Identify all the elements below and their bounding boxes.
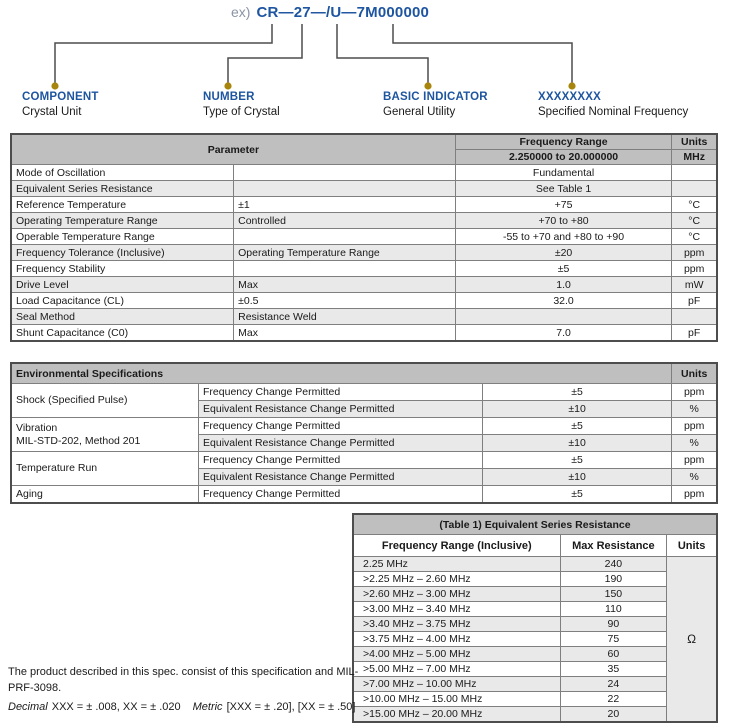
env-unit: % bbox=[672, 401, 717, 418]
esr-resistance: 22 bbox=[560, 692, 667, 707]
param-qualifier bbox=[234, 229, 456, 245]
param-unit bbox=[672, 165, 717, 181]
callout-frequency-sublabel: Specified Nominal Frequency bbox=[538, 106, 689, 118]
esr-range: 2.25 MHz bbox=[353, 557, 560, 572]
footer-note bbox=[8, 664, 360, 715]
table-row bbox=[11, 418, 717, 435]
param-qualifier bbox=[234, 261, 456, 277]
callout-number bbox=[203, 91, 280, 118]
table-row bbox=[11, 245, 717, 261]
part-number-example bbox=[231, 4, 429, 22]
esr-range: >3.40 MHz – 3.75 MHz bbox=[353, 617, 560, 632]
esr-resistance: 24 bbox=[560, 677, 667, 692]
table-row bbox=[11, 213, 717, 229]
esr-range: >5.00 MHz – 7.00 MHz bbox=[353, 662, 560, 677]
table-row bbox=[11, 325, 717, 342]
param-name: Operable Temperature Range bbox=[11, 229, 234, 245]
table-row bbox=[353, 617, 717, 632]
table-row bbox=[11, 452, 717, 469]
esr-resistance: 190 bbox=[560, 572, 667, 587]
param-name: Seal Method bbox=[11, 309, 234, 325]
table-row bbox=[353, 647, 717, 662]
table-row bbox=[353, 632, 717, 647]
units-value-header: MHz bbox=[672, 150, 717, 165]
param-value: ±20 bbox=[455, 245, 672, 261]
example-prefix: ex) bbox=[231, 4, 251, 20]
metric-values: [XXX = ± .20], [XX = ± .50] bbox=[226, 701, 356, 713]
esr-range: >10.00 MHz – 15.00 MHz bbox=[353, 692, 560, 707]
table-row bbox=[11, 165, 717, 181]
esr-unit-symbol: Ω bbox=[667, 557, 717, 723]
esr-resistance: 110 bbox=[560, 602, 667, 617]
esr-resistance: 35 bbox=[560, 662, 667, 677]
param-unit: °C bbox=[672, 197, 717, 213]
callout-component-sublabel: Crystal Unit bbox=[22, 106, 82, 118]
param-unit: ppm bbox=[672, 261, 717, 277]
table-row bbox=[353, 692, 717, 707]
table-row bbox=[11, 309, 717, 325]
param-value: +75 bbox=[455, 197, 672, 213]
param-name: Load Capacitance (CL) bbox=[11, 293, 234, 309]
frequency-marker-dot bbox=[568, 82, 575, 89]
part-number-code: CR—27—/U—7M000000 bbox=[256, 4, 430, 21]
env-unit: ppm bbox=[672, 418, 717, 435]
component-marker-dot bbox=[51, 82, 58, 89]
param-unit bbox=[672, 181, 717, 197]
esr-range: >2.60 MHz – 3.00 MHz bbox=[353, 587, 560, 602]
param-name: Frequency Stability bbox=[11, 261, 234, 277]
table-row bbox=[11, 277, 717, 293]
esr-resistance: 150 bbox=[560, 587, 667, 602]
table-row bbox=[353, 602, 717, 617]
table-row bbox=[11, 261, 717, 277]
param-value: 7.0 bbox=[455, 325, 672, 342]
table-row bbox=[353, 557, 717, 572]
parameter-table bbox=[10, 133, 718, 342]
env-group-shock: Shock (Specified Pulse) bbox=[11, 384, 199, 418]
number-marker-dot bbox=[224, 82, 231, 89]
callout-component bbox=[22, 91, 99, 118]
env-test: Frequency Change Permitted bbox=[199, 418, 483, 435]
env-unit: ppm bbox=[672, 384, 717, 401]
table-row bbox=[353, 662, 717, 677]
param-qualifier: Operating Temperature Range bbox=[234, 245, 456, 261]
param-unit: ppm bbox=[672, 245, 717, 261]
table-row bbox=[353, 572, 717, 587]
env-unit: ppm bbox=[672, 452, 717, 469]
param-name: Equivalent Series Resistance bbox=[11, 181, 234, 197]
tolerance-note bbox=[8, 699, 360, 715]
environmental-units-header: Units bbox=[672, 363, 717, 384]
param-value: 1.0 bbox=[455, 277, 672, 293]
param-unit: pF bbox=[672, 293, 717, 309]
env-unit: % bbox=[672, 435, 717, 452]
param-name: Shunt Capacitance (C0) bbox=[11, 325, 234, 342]
table-row bbox=[353, 677, 717, 692]
units-header: Units bbox=[672, 134, 717, 150]
table-row bbox=[353, 587, 717, 602]
callout-component-label: COMPONENT bbox=[22, 91, 99, 103]
esr-resistance: 75 bbox=[560, 632, 667, 647]
esr-units-header: Units bbox=[667, 535, 717, 557]
param-qualifier: Resistance Weld bbox=[234, 309, 456, 325]
esr-range: >15.00 MHz – 20.00 MHz bbox=[353, 707, 560, 723]
esr-resistance-header: Max Resistance bbox=[560, 535, 667, 557]
table-row bbox=[353, 707, 717, 723]
basic-indicator-marker-dot bbox=[424, 82, 431, 89]
env-test: Equivalent Resistance Change Permitted bbox=[199, 435, 483, 452]
param-qualifier: Max bbox=[234, 325, 456, 342]
table-row bbox=[11, 486, 717, 504]
param-name: Drive Level bbox=[11, 277, 234, 293]
param-name: Mode of Oscillation bbox=[11, 165, 234, 181]
decimal-values: XXX = ± .008, XX = ± .020 bbox=[51, 701, 181, 713]
env-value: ±5 bbox=[482, 384, 672, 401]
callout-number-sublabel: Type of Crystal bbox=[203, 106, 280, 118]
callout-number-label: NUMBER bbox=[203, 91, 255, 103]
table-row bbox=[11, 293, 717, 309]
esr-resistance: 90 bbox=[560, 617, 667, 632]
param-unit: pF bbox=[672, 325, 717, 342]
env-group-vibration: Vibration MIL-STD-202, Method 201 bbox=[11, 418, 199, 452]
param-qualifier: Controlled bbox=[234, 213, 456, 229]
callout-basic-indicator-label: BASIC INDICATOR bbox=[383, 91, 488, 103]
env-value: ±10 bbox=[482, 435, 672, 452]
callout-frequency bbox=[538, 91, 688, 118]
decimal-label: Decimal bbox=[8, 701, 48, 713]
env-group-aging: Aging bbox=[11, 486, 199, 504]
param-unit: mW bbox=[672, 277, 717, 293]
param-value: Fundamental bbox=[455, 165, 672, 181]
callout-basic-indicator bbox=[383, 91, 488, 118]
env-group-temperature-run: Temperature Run bbox=[11, 452, 199, 486]
param-value: +70 to +80 bbox=[455, 213, 672, 229]
esr-range: >3.00 MHz – 3.40 MHz bbox=[353, 602, 560, 617]
env-value: ±10 bbox=[482, 401, 672, 418]
env-unit: ppm bbox=[672, 486, 717, 504]
metric-label: Metric bbox=[192, 701, 223, 713]
param-unit: °C bbox=[672, 213, 717, 229]
environmental-table bbox=[10, 362, 718, 504]
param-name: Reference Temperature bbox=[11, 197, 234, 213]
param-qualifier: ±1 bbox=[234, 197, 456, 213]
esr-table bbox=[352, 513, 718, 723]
callout-frequency-label: XXXXXXXX bbox=[538, 91, 601, 103]
env-test: Frequency Change Permitted bbox=[199, 486, 483, 504]
frequency-range-header: Frequency Range bbox=[455, 134, 672, 150]
esr-resistance: 20 bbox=[560, 707, 667, 723]
param-qualifier bbox=[234, 181, 456, 197]
env-value: ±5 bbox=[482, 452, 672, 469]
env-test: Equivalent Resistance Change Permitted bbox=[199, 469, 483, 486]
param-name: Operating Temperature Range bbox=[11, 213, 234, 229]
param-qualifier: ±0.5 bbox=[234, 293, 456, 309]
frequency-range-value-header: 2.250000 to 20.000000 bbox=[455, 150, 672, 165]
param-name: Frequency Tolerance (Inclusive) bbox=[11, 245, 234, 261]
env-value: ±5 bbox=[482, 486, 672, 504]
param-value: 32.0 bbox=[455, 293, 672, 309]
table-row bbox=[11, 229, 717, 245]
param-value: See Table 1 bbox=[455, 181, 672, 197]
callout-basic-indicator-sublabel: General Utility bbox=[383, 106, 456, 118]
param-unit: °C bbox=[672, 229, 717, 245]
table-row bbox=[11, 181, 717, 197]
param-value: -55 to +70 and +80 to +90 bbox=[455, 229, 672, 245]
param-unit bbox=[672, 309, 717, 325]
table-row bbox=[11, 197, 717, 213]
table-row bbox=[11, 384, 717, 401]
env-value: ±10 bbox=[482, 469, 672, 486]
environmental-title: Environmental Specifications bbox=[11, 363, 672, 384]
param-value bbox=[455, 309, 672, 325]
env-test: Frequency Change Permitted bbox=[199, 452, 483, 469]
esr-range: >2.25 MHz – 2.60 MHz bbox=[353, 572, 560, 587]
env-value: ±5 bbox=[482, 418, 672, 435]
env-test: Equivalent Resistance Change Permitted bbox=[199, 401, 483, 418]
esr-range: >4.00 MHz – 5.00 MHz bbox=[353, 647, 560, 662]
esr-resistance: 60 bbox=[560, 647, 667, 662]
env-test: Frequency Change Permitted bbox=[199, 384, 483, 401]
esr-range-header: Frequency Range (Inclusive) bbox=[353, 535, 560, 557]
esr-range: >3.75 MHz – 4.00 MHz bbox=[353, 632, 560, 647]
esr-range: >7.00 MHz – 10.00 MHz bbox=[353, 677, 560, 692]
esr-table-title: (Table 1) Equivalent Series Resistance bbox=[353, 514, 717, 535]
spec-statement: The product described in this spec. consist of this specification and MIL-PRF-3098. bbox=[8, 666, 359, 694]
param-value: ±5 bbox=[455, 261, 672, 277]
param-qualifier: Max bbox=[234, 277, 456, 293]
esr-resistance: 240 bbox=[560, 557, 667, 572]
param-qualifier bbox=[234, 165, 456, 181]
parameter-header: Parameter bbox=[11, 134, 455, 165]
env-unit: % bbox=[672, 469, 717, 486]
